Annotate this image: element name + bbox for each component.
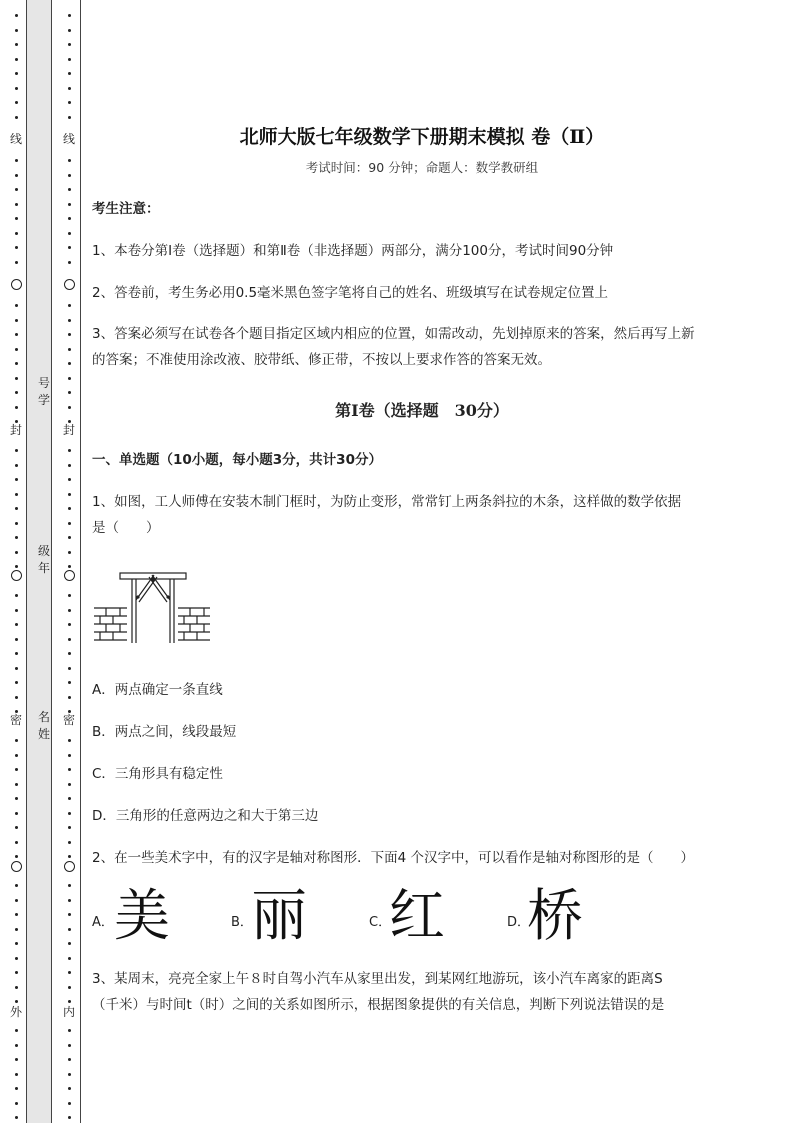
seal-dot [15, 623, 18, 626]
q1-option-b: B．两点之间，线段最短 [92, 724, 237, 740]
seal-dot [68, 536, 71, 539]
seal-dot [15, 913, 18, 916]
seal-dot [68, 913, 71, 916]
q1-option-c: C．三角形具有稳定性 [92, 766, 223, 782]
seal-dot [68, 217, 71, 220]
seal-dot [68, 681, 71, 684]
seal-dot [15, 652, 18, 655]
seal-dot [68, 159, 71, 162]
seal-dot [68, 783, 71, 786]
seal-dot [15, 551, 18, 554]
seal-dot [68, 1116, 71, 1119]
q2-options [92, 884, 612, 954]
seal-dot [68, 1044, 71, 1047]
seal-dot [15, 43, 18, 46]
seal-ring-icon [11, 861, 22, 872]
seal-dot [15, 14, 18, 17]
seal-dot [15, 899, 18, 902]
seal-dot [15, 986, 18, 989]
seal-dot [15, 768, 18, 771]
seal-dot [15, 246, 18, 249]
seal-dot [68, 348, 71, 351]
seal-dot [15, 174, 18, 177]
seal-dot [15, 522, 18, 525]
seal-dot [68, 246, 71, 249]
seal-dot [15, 884, 18, 887]
seal-dot [68, 739, 71, 742]
seal-dot [68, 855, 71, 858]
margin-divider [80, 0, 81, 1123]
seal-ring-icon [11, 279, 22, 290]
inner-seal-mark: 线 [62, 132, 75, 146]
left-brick-wall [94, 608, 127, 640]
seal-dot [68, 754, 71, 757]
seal-dot [68, 986, 71, 989]
student-number-label: 号 学 [37, 376, 50, 407]
seal-dot [68, 1073, 71, 1076]
seal-dot [68, 899, 71, 902]
seal-dot [68, 942, 71, 945]
seal-dot [15, 377, 18, 380]
outer-seal-mark: 封 [9, 423, 22, 437]
seal-dot [68, 884, 71, 887]
notice-item-3-cont: 的答案；不准使用涂改液、胶带纸、修正带，不按以上要求作答的答案无效。 [92, 352, 551, 368]
seal-dot [68, 203, 71, 206]
seal-dot [68, 449, 71, 452]
outer-seal-line [9, 0, 23, 1123]
seal-dot [68, 826, 71, 829]
seal-dot [15, 565, 18, 568]
q1-stem-cont: 是（ ） [92, 520, 160, 536]
seal-dot [15, 812, 18, 815]
seal-dot [68, 406, 71, 409]
option-letter: B． [231, 915, 253, 930]
seal-dot [68, 522, 71, 525]
seal-dot [68, 333, 71, 336]
seal-dot [15, 72, 18, 75]
seal-dot [68, 174, 71, 177]
seal-dot [15, 159, 18, 162]
seal-dot [15, 478, 18, 481]
seal-dot [68, 1058, 71, 1061]
binding-margin [0, 0, 90, 1123]
seal-dot [68, 638, 71, 641]
outer-seal-mark: 外 [9, 1005, 22, 1019]
seal-dot [15, 58, 18, 61]
seal-dot [68, 261, 71, 264]
seal-dot [15, 754, 18, 757]
seal-dot [15, 406, 18, 409]
option-character: 红 [389, 884, 445, 949]
seal-dot [15, 1116, 18, 1119]
seal-dot [15, 971, 18, 974]
seal-dot [15, 101, 18, 104]
seal-dot [15, 319, 18, 322]
seal-dot [68, 841, 71, 844]
seal-dot [15, 391, 18, 394]
door-frame-figure [94, 562, 212, 646]
seal-dot [15, 667, 18, 670]
seal-dot [68, 1000, 71, 1003]
seal-dot [68, 319, 71, 322]
seal-dot [68, 1029, 71, 1032]
section-heading: 一、单选题（10小题，每小题3分，共计30分） [92, 452, 382, 468]
seal-dot [15, 609, 18, 612]
outer-seal-mark: 线 [9, 132, 22, 146]
notice-item-2: 2、答卷前，考生务必用0.5毫米黑色签字笔将自己的姓名、班级填写在试卷规定位置上 [92, 285, 609, 301]
seal-dot [15, 928, 18, 931]
seal-dot [68, 928, 71, 931]
seal-dot [15, 797, 18, 800]
option-character: 丽 [251, 884, 307, 949]
seal-dot [68, 304, 71, 307]
seal-dot [68, 101, 71, 104]
q3-stem-cont: （千米）与时间t（时）之间的关系如图所示，根据图象提供的有关信息，判断下列说法错误的是 [92, 997, 665, 1013]
notice-item-1: 1、本卷分第Ⅰ卷（选择题）和第Ⅱ卷（非选择题）两部分，满分100分，考试时间90分钟 [92, 243, 614, 259]
seal-dot [15, 464, 18, 467]
seal-dot [68, 609, 71, 612]
seal-dot [15, 1029, 18, 1032]
seal-dot [15, 217, 18, 220]
part1-title: 第Ⅰ卷（选择题 30分） [335, 401, 509, 420]
seal-dot [15, 116, 18, 119]
seal-dot [68, 72, 71, 75]
seal-ring-icon [64, 279, 75, 290]
seal-dot [68, 14, 71, 17]
seal-dot [68, 797, 71, 800]
seal-ring-icon [11, 570, 22, 581]
seal-dot [68, 971, 71, 974]
seal-dot [15, 1058, 18, 1061]
seal-dot [68, 391, 71, 394]
class-label: 级 年 [37, 544, 50, 575]
seal-dot [68, 58, 71, 61]
notice-item-3: 3、答案必须写在试卷各个题目指定区域内相应的位置，如需改动，先划掉原来的答案，然后再写上新 [92, 326, 695, 342]
seal-dot [68, 478, 71, 481]
seal-dot [15, 1102, 18, 1105]
seal-dot [15, 232, 18, 235]
seal-dot [15, 507, 18, 510]
seal-dot [15, 1044, 18, 1047]
right-brick-wall [178, 608, 210, 640]
seal-dot [68, 464, 71, 467]
seal-dot [68, 565, 71, 568]
seal-dot [15, 362, 18, 365]
seal-dot [15, 348, 18, 351]
seal-dot [68, 29, 71, 32]
seal-dot [68, 188, 71, 191]
seal-dot [68, 957, 71, 960]
seal-dot [15, 203, 18, 206]
seal-dot [68, 362, 71, 365]
exam-title: 北师大版七年级数学下册期末模拟 卷（Ⅱ） [239, 126, 605, 148]
option-letter: D． [507, 915, 531, 930]
option-character: 桥 [527, 884, 583, 949]
q1-option-a: A．两点确定一条直线 [92, 682, 223, 698]
seal-dot [15, 826, 18, 829]
exam-subtitle: 考试时间：90 分钟；命题人：数学教研组 [305, 160, 539, 175]
inner-seal-line [62, 0, 76, 1123]
seal-dot [15, 855, 18, 858]
seal-dot [15, 333, 18, 336]
seal-dot [15, 1087, 18, 1090]
seal-dot [15, 188, 18, 191]
notice-heading: 考生注意： [92, 201, 160, 217]
seal-dot [68, 116, 71, 119]
seal-dot [15, 841, 18, 844]
name-label: 名 姓 [37, 710, 50, 741]
option-letter: C． [369, 915, 392, 930]
seal-dot [15, 783, 18, 786]
seal-dot [68, 667, 71, 670]
seal-dot [68, 551, 71, 554]
outer-seal-mark: 密 [9, 713, 22, 727]
seal-ring-icon [64, 861, 75, 872]
seal-dot [68, 377, 71, 380]
seal-dot [15, 304, 18, 307]
seal-dot [15, 1000, 18, 1003]
seal-dot [68, 652, 71, 655]
seal-dot [68, 232, 71, 235]
seal-dot [15, 957, 18, 960]
seal-dot [68, 87, 71, 90]
seal-dot [68, 768, 71, 771]
option-character: 美 [114, 884, 170, 949]
seal-dot [15, 493, 18, 496]
seal-dot [15, 1073, 18, 1076]
seal-dot [68, 507, 71, 510]
seal-dot [15, 681, 18, 684]
seal-dot [15, 638, 18, 641]
seal-dot [68, 493, 71, 496]
seal-dot [15, 594, 18, 597]
seal-dot [68, 1102, 71, 1105]
option-letter: A． [92, 915, 114, 930]
seal-dot [68, 43, 71, 46]
seal-dot [15, 29, 18, 32]
q1-stem: 1、如图，工人师傅在安装木制门框时，为防止变形，常常钉上两条斜拉的木条，这样做的数学依据 [92, 494, 682, 510]
seal-dot [15, 449, 18, 452]
seal-dot [15, 87, 18, 90]
seal-ring-icon [64, 570, 75, 581]
inner-seal-mark: 内 [62, 1005, 75, 1019]
seal-dot [68, 812, 71, 815]
seal-dot [68, 623, 71, 626]
seal-dot [15, 739, 18, 742]
inner-seal-mark: 封 [62, 423, 75, 437]
seal-dot [15, 261, 18, 264]
q3-stem: 3、某周末，亮亮全家上午８时自驾小汽车从家里出发，到某网红地游玩，该小汽车离家的距离S [92, 971, 663, 987]
seal-dot [15, 536, 18, 539]
seal-dot [15, 696, 18, 699]
seal-dot [68, 696, 71, 699]
seal-dot [68, 1087, 71, 1090]
q2-stem: 2、在一些美术字中，有的汉字是轴对称图形．下面4 个汉字中，可以看作是轴对称图形的是（ ） [92, 850, 694, 866]
q1-option-d: D．三角形的任意两边之和大于第三边 [92, 808, 319, 824]
seal-dot [68, 594, 71, 597]
inner-seal-mark: 密 [62, 713, 75, 727]
seal-dot [15, 942, 18, 945]
